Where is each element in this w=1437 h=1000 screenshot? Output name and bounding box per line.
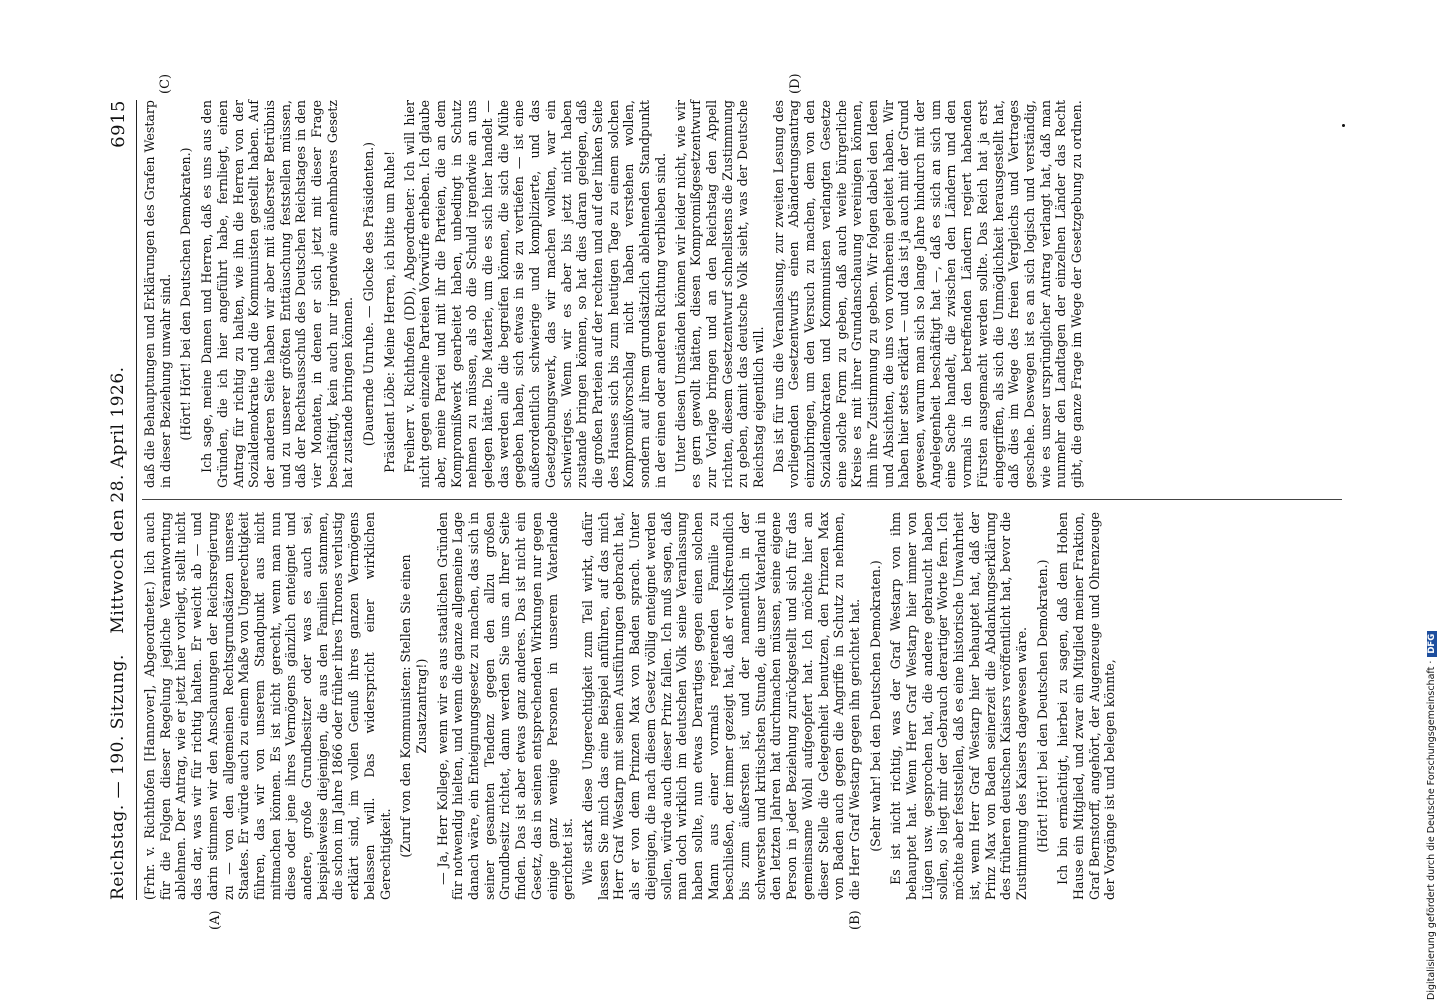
paragraph: Unter diesen Umständen können wir leider nicht, wie wir es gern gewollt hätten, diesen Kompromißgesetzentwurf zur Vorlage bringen und an den Reichstag den Appell richten, diesem Gesetzentwurf schnellstens die Zustimmung zu geben, damit das deutsche Volk sieht, was der Deutsche Reichstag eigentlich will. — [672, 100, 767, 488]
margin-marker-b: (B) — [848, 910, 863, 930]
paragraph: — Ja, Herr Kollege, wenn wir es aus staatlichen Gründen für notwendig hielten, und wenn die ganze allgemeine Lage danach wäre, ein Enteignungsgesetz zu machen, das sich in seiner gesamten Tendenz gegen den allzu großen Grundbesitz richtet, dann werden Sie uns an Ihrer Seite finden. Das ist aber etwas ganz anderes. Das ist nicht ein Gesetz, das in seinen entsprechenden Wirkungen nur gegen einige ganz wenige Personen in unserem Vaterlande gerichtet ist. — [434, 512, 576, 900]
paragraph: Freiherr v. Richthofen (DD), Abgeordneter: Ich will hier nicht gegen einzelne Parteien Vorwürfe erheben. Ich glaube aber, meine Partei und mit ihr die Parteien, die an dem Kompromißwerk gearbeitet haben, unbedingt in Schutz nehmen zu müssen, als ob die Schuld irgendwie an uns gelegen hätte. Die Materie, um die es sich hier handelt — das werden alle die begreifen können, die sich die Mühe gegeben haben, sich etwas in sie zu vertiefen — ist eine außerordentlich schwierige und komplizierte, und das Gesetzgebungswerk, das wir machen wollten, war ein schwieriges. Wenn wir es aber bis jetzt nicht haben zustande bringen können, so hat dies daran gelegen, daß die großen Parteien auf der rechten und auf der linken Seite des Hauses sich bis zum heutigen Tage zu einem solchen Kompromißvorschlag nicht haben verstehen wollen, sondern auf ihrem grundsätzlich ablehnenden Standpunkt in der einen oder anderen Richtung verblieben sind. — [401, 100, 668, 488]
paragraph: Es ist nicht richtig, was der Graf Westarp von ihm behauptet hat. Wenn Herr Graf Westarp hier immer von Lügen usw. gesprochen hat, die andere gebraucht haben sollen, so liegt mir der Gebrauch derartiger Worte fern. Ich möchte aber feststellen, daß es eine historische Unwahrheit ist, wenn Herr Graf Westarp hier behauptet hat, daß der Prinz Max von Baden seinerzeit die Abdankungserklärung des früheren deutschen Kaisers veröffentlicht hat, bevor die Zustimmung des Kaisers dagewesen wäre. — [888, 512, 1029, 900]
paragraph: daß die Behauptungen und Erklärungen des Grafen Westarp in dieser Beziehung unwahr sind. — [142, 100, 173, 488]
paragraph: Das ist für uns die Veranlassung, zur zweiten Lesung des vorliegenden Gesetzentwurfs einen Abänderungsantrag einzubringen, um den Versuch zu machen, dem von den Sozialdemokraten und Kommunisten verlangten Gesetze eine solche Form zu geben, daß auch weite bürgerliche Kreise es mit ihrer Grundanschauung vereinigen können, ihm ihre Zustimmung zu geben. Wir folgen dabei den Ideen und Absichten, die uns von vornherein geleitet haben. Wir haben hier stets erklärt — und das ist ja auch mit der Grund gewesen, warum man sich so lange Jahre hindurch mit der Angelegenheit beschäftigt hat —, daß es sich an sich um eine Sache handelt, die zwischen den Ländern und den vormals in den betreffenden Ländern regiert habenden Fürsten ausgemacht werden sollte. Das Reich hat ja erst eingegriffen, als sich die Unmöglichkeit herausgestellt hat, daß dies im Wege des freien Vergleichs und Vertrages geschehe. Deswegen ist es an sich logisch und verständig, wie es unser ursprünglicher Antrag verlangt hat, daß man nunmehr den Landtagen der einzelnen Länder das Recht gibt, die ganze Frage im Wege der Gesetzgebung zu ordnen. — [770, 100, 1085, 488]
header-date: Mittwoch den 28. April 1926. — [108, 366, 128, 634]
funding-credit — [1426, 631, 1437, 1000]
paragraph: Ich bin ermächtigt, hierbei zu sagen, daß dem Hohen Hause ein Mitglied, und zwar ein Mitglied meiner Fraktion, Graf Bernstorff, angehört, der Augenzeuge und Ohrenzeuge der Vorgänge ist und belegen könnte, — [1055, 512, 1118, 900]
document-page — [98, 73, 1348, 930]
interjection: (Hört! Hört! bei den Deutschen Demokraten.) — [178, 147, 194, 441]
page-number: 6915 — [108, 100, 129, 148]
interjection: (Hört! Hört! bei den Deutschen Demokraten.) — [1034, 559, 1050, 853]
interjection: (Sehr wahr! bei den Deutschen Demokraten.) — [867, 560, 883, 852]
dfg-logo: DFG — [1427, 631, 1437, 657]
credit-text: Digitalisierung gefördert durch die Deutsche Forschungsgemeinschaft · — [1426, 660, 1437, 1000]
right-column — [142, 100, 1089, 488]
paragraph: Wie stark diese Ungerechtigkeit zum Teil wirkt, dafür lassen Sie mich das eine Beispiel anführen, auf das mich Herr Graf Westarp mit seinen Ausführungen gebracht hat, als er von dem Prinzen Max von Baden sprach. Unter diejenigen, die nach diesem Gesetz völlig enteignet werden sollen, würde auch dieser Prinz fallen. Ich muß sagen, daß man doch wirklich im deutschen Volk seine Veranlassung haben sollte, nun etwas Derartiges gegen einen solchen Mann aus einer vormals regierenden Familie zu beschließen, der immer gezeigt hat, daß er volksfreundlich bis zum äußersten ist, und der namentlich in der schwersten und kritischsten Stunde, die unser Vaterland in den letzten Jahren hat durchmachen müssen, seine eigene Person in jeder Beziehung zurückgestellt und sich für das gemeinsame Wohl aufgeopfert hat. Ich möchte hier an dieser Stelle die Gelegenheit benutzen, den Prinzen Max von Baden auch gegen die Angriffe in Schutz zu nehmen, die Herr Graf Westarp gegen ihn gerichtet hat. — [579, 512, 862, 900]
column-divider — [142, 499, 1342, 500]
margin-marker-a: (A) — [208, 910, 223, 930]
left-column — [142, 512, 1122, 900]
scan-speck — [1342, 124, 1345, 127]
paragraph: Ich sage, meine Damen und Herren, daß es uns aus den Gründen, die ich hier angeführt habe, fernliegt, einen Antrag für richtig zu halten, wie ihn die Herren von der Sozialdemokratie und die Kommunisten gestellt haben. Auf der anderen Seite haben wir aber mit äußerster Betrübnis und zu unserer größten Enttäuschung feststellen müssen, daß der Rechtsausschuß des Deutschen Reichstages in den vier Monaten, in denen er sich jetzt mit dieser Frage beschäftigt, kein auch nur irgendwie annehmbares Gesetz hat zustande bringen können. — [199, 100, 356, 488]
paragraph: (Frhr. v. Richthofen [Hannover], Abgeordneter.) lich auch für die Folgen dieser Regelung jegliche Verantwortung ablehnen. Der Antrag, wie er jetzt hier vorliegt, stellt nicht das dar, was wir für richtig halten. Er weicht ab — und darin stimmen wir den Anschauungen der Reichsregierung zu — von den allgemeinen Rechtsgrundsätzen unseres Staates. Er würde auch zu einem Maße von Ungerechtigkeit führen, das wir von unserem Standpunkt aus nicht mitmachen können. Es ist nicht gerecht, wenn man nun diese oder jene ihres Vermögens gänzlich enteignet und andere, große Grundbesitzer oder was es auch sei, beispielsweise diejenigen, die aus den Familien stammen, die schon im Jahre 1866 oder früher ihres Thrones verlustig erklärt sind, im vollen Genuß ihres ganzen Vermögens belassen will. Das widerspricht einer wirklichen Gerechtigkeit. — [142, 512, 393, 900]
interjection: (Zuruf von den Kommunisten: Stellen Sie einen Zusatzantrag!) — [398, 554, 429, 858]
president-statement: Präsident Löbe: Meine Herren, ich bitte um Ruhe! — [381, 150, 397, 473]
interjection: (Dauernde Unruhe. — Glocke des Präsidenten.) — [361, 141, 377, 447]
page-header — [98, 100, 138, 900]
margin-marker-d: (D) — [788, 73, 803, 94]
margin-marker-c: (C) — [158, 73, 173, 94]
header-rule — [136, 100, 137, 900]
header-session: Reichstag. — 190. Sitzung. — [108, 654, 128, 900]
